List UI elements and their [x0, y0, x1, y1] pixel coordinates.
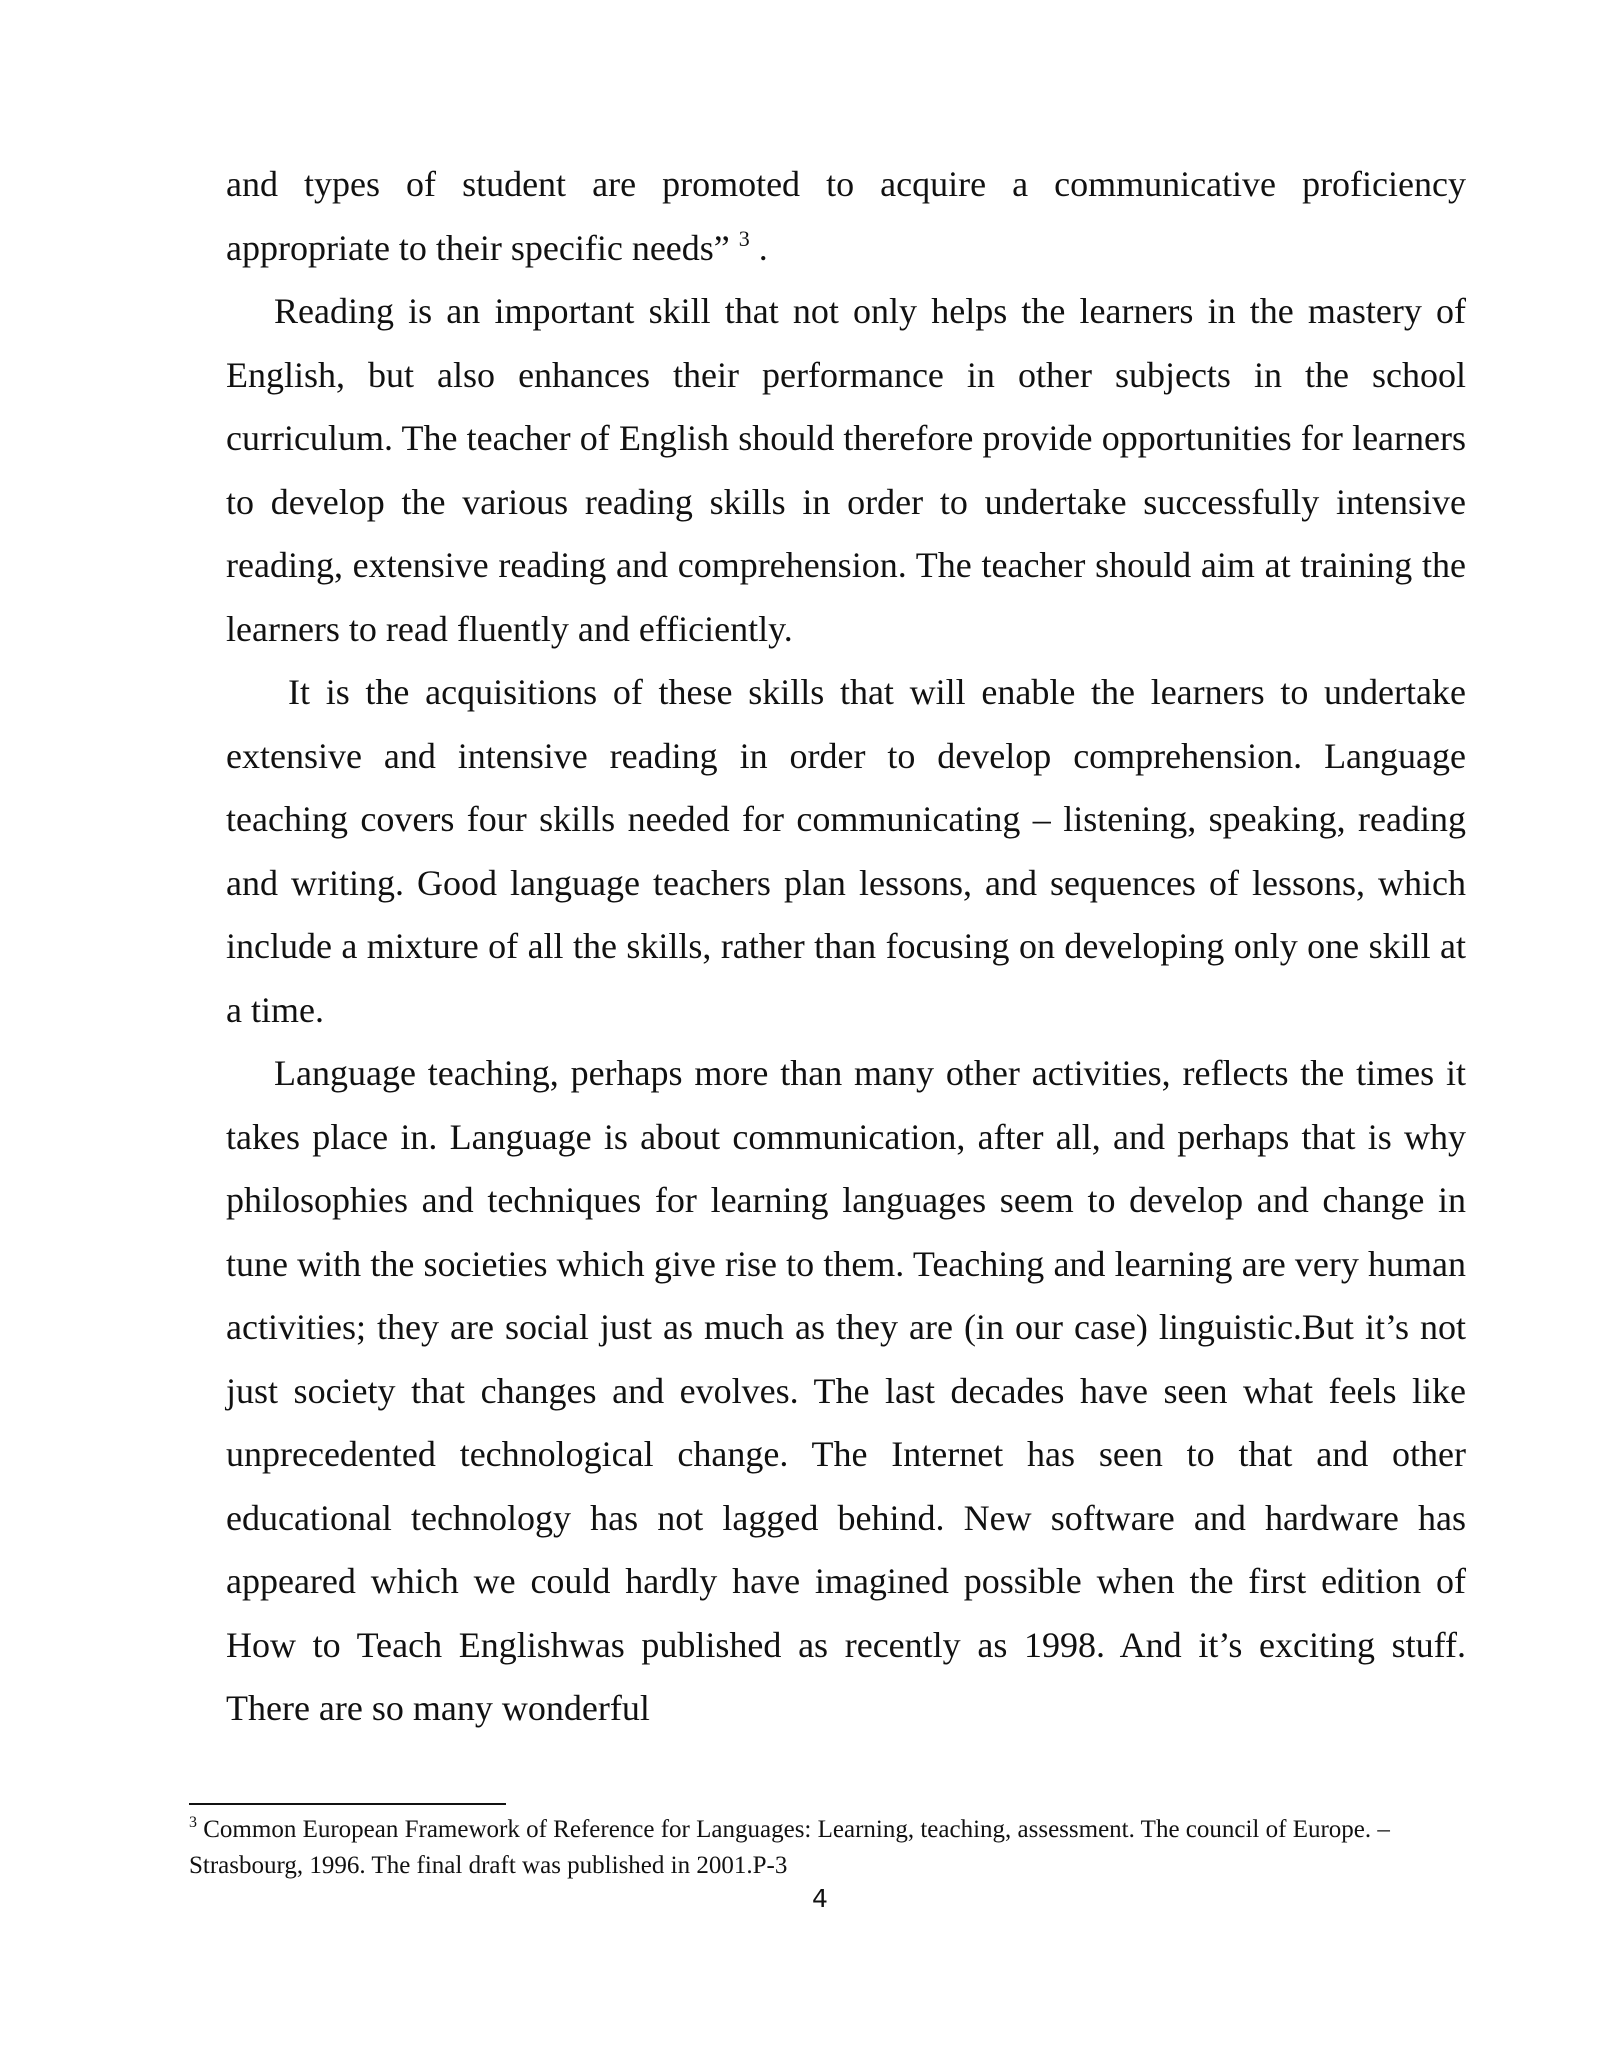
paragraph-language-teaching: Language teaching, perhaps more than many other activities, reflects the times it takes place in. Language is about communication, after all, and perhaps that is why philosophies and techniques for learning languages seem to develop and change in tune with the societies which give rise to them. Teaching and learning are very human activities; they are social just as much as they are (in our case) linguistic.But it’s not just society that changes and evolves. The last decades have seen what feels like unprecedented technological change. The Internet has seen to that and other educational technology has not lagged behind. New software and hardware has appeared which we could hardly have imagined possible when the first edition of How to Teach Englishwas published as recently as 1998. And it’s exciting stuff. There are so many wonderful	[226, 1053, 1466, 1728]
sentence-end: .	[758, 227, 768, 268]
footnote-reference: 3	[738, 225, 750, 251]
paragraph-reading-skill: Reading is an important skill that not only helps the learners in the mastery of English, but also enhances their performance in other subjects in the school curriculum. The teacher of English should therefore provide opportunities for learners to develop the various reading skills in order to undertake successfully intensive reading, extensive reading and comprehension. The teacher should aim at training the learners to read fluently and efficiently.	[226, 291, 1466, 649]
paragraph-quote-ending	[226, 153, 1466, 280]
paragraph-skills-acquisition: It is the acquisitions of these skills that will enable the learners to undertake extensive and intensive reading in order to develop comprehension. Language teaching covers four skills needed for communicating – listening, speaking, reading and writing. Good language teachers plan lessons, and sequences of lessons, which include a mixture of all the skills, rather than focusing on developing only one skill at a time.	[226, 672, 1466, 1030]
footnote	[189, 1812, 1479, 1884]
page-number: 4	[812, 1884, 828, 1913]
body-text	[226, 153, 1466, 1741]
footnote-marker: 3	[189, 1814, 197, 1831]
paragraph-text: and types of student are promoted to acquire a communicative proficiency appropriate to their specific needs”	[226, 164, 1466, 268]
footnote-text: Common European Framework of Reference for Languages: Learning, teaching, assessment. The council of Europe. – Strasbourg, 1996. The final draft was published in 2001.P-3	[189, 1816, 1390, 1879]
footnote-separator	[189, 1803, 506, 1805]
